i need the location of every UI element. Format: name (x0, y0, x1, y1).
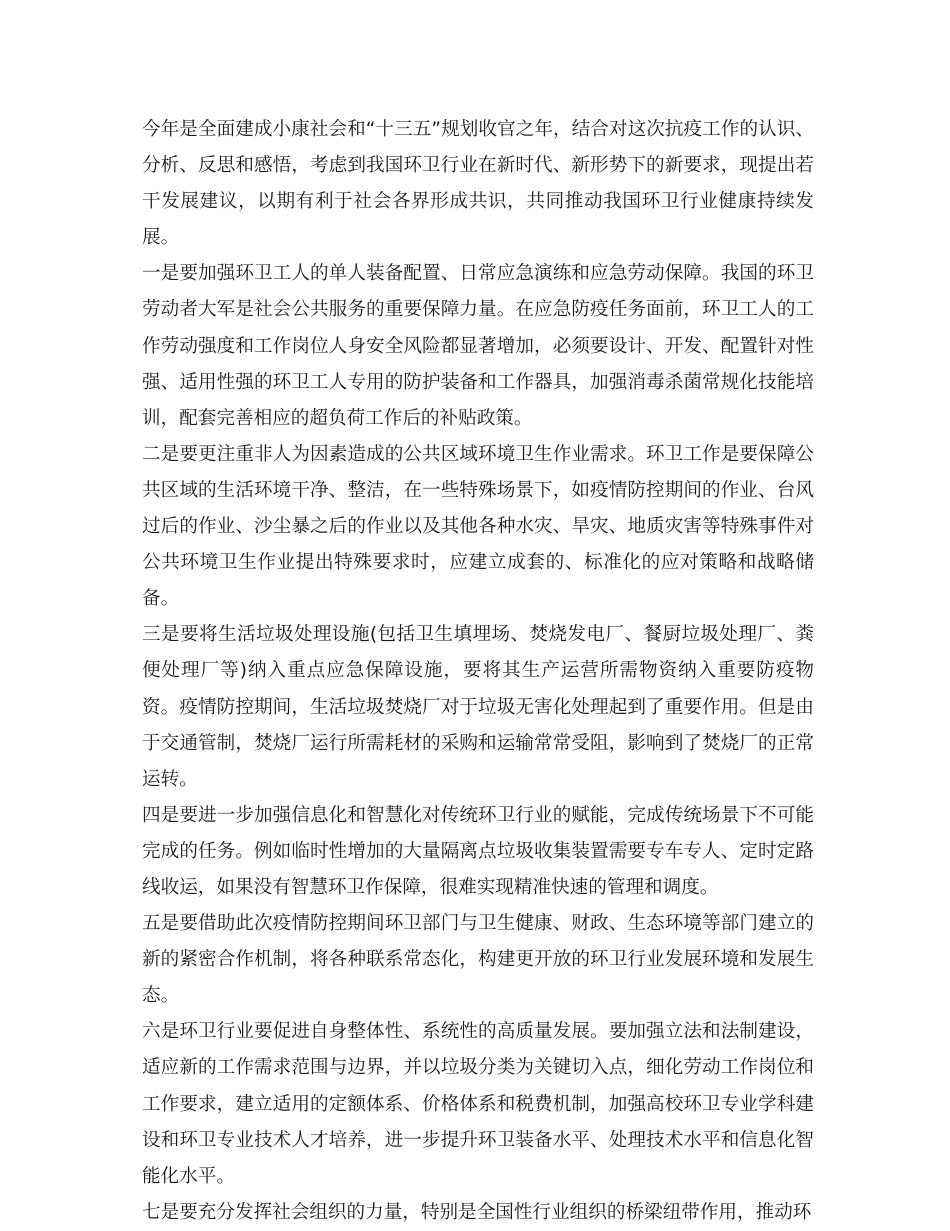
paragraph-point-2: 二是要更注重非人为因素造成的公共区域环境卫生作业需求。环卫工作是要保障公共区域的生活环境干净、整洁，在一些特殊场景下，如疫情防控期间的作业、台风过后的作业、沙尘暴之后的作业以及其他各种水灾、旱灾、地质灾害等特殊事件对公共环境卫生作业提出特殊要求时，应建立成套的、标准化的应对策略和战略储备。 (142, 443, 814, 610)
paragraph-point-6: 六是环卫行业要促进自身整体性、系统性的高质量发展。要加强立法和法制建设，适应新的工作需求范围与边界，并以垃圾分类为关键切入点，细化劳动工作岗位和工作要求，建立适用的定额体系、价格体系和税费机制，加强高校环卫专业学科建设和环卫专业技术人才培养，进一步提升环卫装备水平、处理技术水平和信息化智能化水平。 (142, 1021, 814, 1187)
paragraph-point-7: 七是要充分发挥社会组织的力量，特别是全国性行业组织的桥梁纽带作用，推动环 (142, 1201, 812, 1223)
paragraph-point-1: 一是要加强环卫工人的单人装备配置、日常应急演练和应急劳动保障。我国的环卫劳动者大军是社会公共服务的重要保障力量。在应急防疫任务面前，环卫工人的工作劳动强度和工作岗位人身安全风险都显著增加，必须要设计、开发、配置针对性强、适用性强的环卫工人专用的防护装备和工作器具，加强消毒杀菌常规化技能培训，配套完善相应的超负荷工作后的补贴政策。 (142, 263, 814, 429)
paragraph-point-5: 五是要借助此次疫情防控期间环卫部门与卫生健康、财政、生态环境等部门建立的新的紧密合作机制，将各种联系常态化，构建更开放的环卫行业发展环境和发展生态。 (142, 913, 814, 1007)
document-body (142, 112, 814, 1231)
paragraph-intro: 今年是全面建成小康社会和“十三五”规划收官之年，结合对这次抗疫工作的认识、分析、反思和感悟，考虑到我国环卫行业在新时代、新形势下的新要求，现提出若干发展建议，以期有利于社会各界形成共识，共同推动我国环卫行业健康持续发展。 (142, 119, 814, 249)
paragraph-point-4: 四是要进一步加强信息化和智慧化对传统环卫行业的赋能，完成传统场景下不可能完成的任务。例如临时性增加的大量隔离点垃圾收集装置需要专车专人、定时定路线收运，如果没有智慧环卫作保障，很难实现精准快速的管理和调度。 (142, 804, 814, 898)
paragraph-point-3: 三是要将生活垃圾处理设施(包括卫生填埋场、焚烧发电厂、餐厨垃圾处理厂、粪便处理厂等)纳入重点应急保障设施，要将其生产运营所需物资纳入重要防疫物资。疫情防控期间，生活垃圾焚烧厂对于垃圾无害化处理起到了重要作用。但是由于交通管制，焚烧厂运行所需耗材的采购和运输常常受阻，影响到了焚烧厂的正常运转。 (142, 624, 814, 790)
